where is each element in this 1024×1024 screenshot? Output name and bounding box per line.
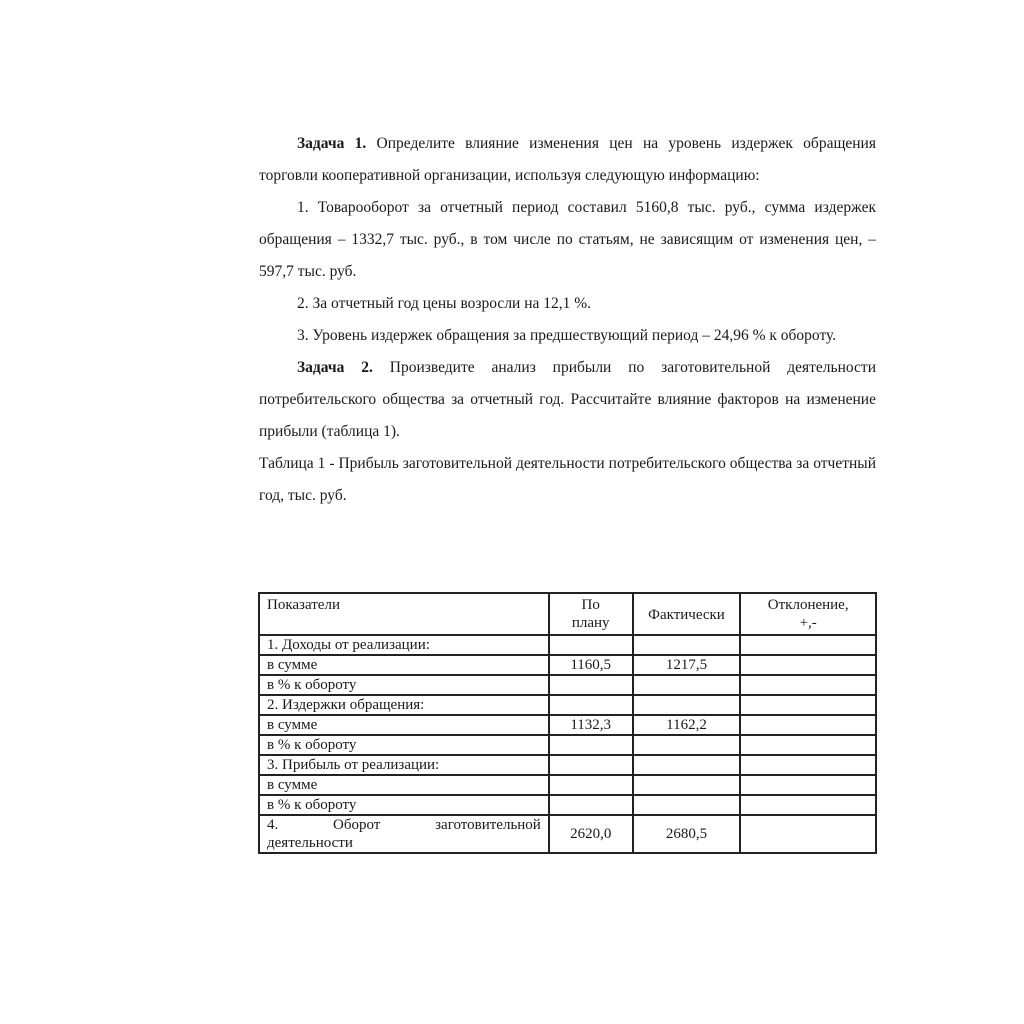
row-label: в % к обороту — [259, 795, 549, 815]
row-actual — [633, 735, 741, 755]
row-label: в % к обороту — [259, 675, 549, 695]
row-actual — [633, 795, 741, 815]
table-row — [259, 655, 876, 675]
table-row — [259, 675, 876, 695]
task2-paragraph — [259, 352, 876, 448]
row-plan: 1160,5 — [549, 655, 633, 675]
row-label-line1 — [267, 816, 541, 834]
task1-item-3: 3. Уровень издержек обращения за предшествующий период – 24,96 % к обороту. — [297, 327, 837, 344]
row-actual — [633, 635, 741, 655]
table-row — [259, 715, 876, 735]
header-actual: Фактически — [633, 593, 741, 635]
row-deviation — [740, 815, 876, 853]
row-deviation — [740, 695, 876, 715]
row-actual: 1217,5 — [633, 655, 741, 675]
row-deviation — [740, 775, 876, 795]
task1-intro: Определите влияние изменения цен на уровень издержек обращения торговли кооперативной организации, используя следующую информацию: — [259, 135, 876, 184]
table-row-turnover — [259, 815, 876, 853]
row-plan — [549, 635, 633, 655]
row-actual: 1162,2 — [633, 715, 741, 735]
header-plan — [549, 593, 633, 635]
task1-item-2: 2. За отчетный год цены возросли на 12,1 %. — [297, 295, 592, 312]
row-deviation — [740, 655, 876, 675]
table-row — [259, 735, 876, 755]
table-caption: Таблица 1 - Прибыль заготовительной деятельности потребительского общества за отчетный год, тыс. руб. — [259, 455, 876, 504]
header-deviation-line2: +,- — [799, 615, 817, 631]
task1-item-1: 1. Товарооборот за отчетный период составил 5160,8 тыс. руб., сумма издержек обращения – 1332,7 тыс. руб., в том числе по статьям, не зависящим от изменения цен, – 597,7 тыс. руб. — [259, 199, 876, 280]
table-row — [259, 695, 876, 715]
row-deviation — [740, 735, 876, 755]
task1-paragraph — [259, 128, 876, 192]
table-row — [259, 635, 876, 655]
row-label: в сумме — [259, 655, 549, 675]
row-plan: 2620,0 — [549, 815, 633, 853]
task1-title: Задача 1. — [297, 135, 367, 152]
row-label: в сумме — [259, 775, 549, 795]
row-deviation — [740, 795, 876, 815]
row-plan — [549, 695, 633, 715]
header-plan-line2: плану — [571, 615, 610, 631]
row-plan — [549, 735, 633, 755]
row-label: 2. Издержки обращения: — [259, 695, 549, 715]
row-label-line2: деятельности — [267, 835, 353, 851]
row-plan — [549, 795, 633, 815]
row-actual — [633, 775, 741, 795]
profit-table — [258, 592, 877, 854]
table-row — [259, 755, 876, 775]
row-plan: 1132,3 — [549, 715, 633, 735]
row-label-word1: Оборот — [333, 817, 381, 833]
header-indicator: Показатели — [259, 593, 549, 635]
row-plan — [549, 675, 633, 695]
row-label: в % к обороту — [259, 735, 549, 755]
row-actual: 2680,5 — [633, 815, 741, 853]
row-label: 1. Доходы от реализации: — [259, 635, 549, 655]
row-plan — [549, 755, 633, 775]
document-page — [259, 128, 876, 512]
task2-title: Задача 2. — [297, 359, 373, 376]
row-label-number: 4. — [267, 817, 279, 833]
row-label: в сумме — [259, 715, 549, 735]
row-actual — [633, 755, 741, 775]
row-actual — [633, 675, 741, 695]
table-header-row — [259, 593, 876, 635]
table-row — [259, 775, 876, 795]
row-deviation — [740, 675, 876, 695]
row-deviation — [740, 715, 876, 735]
row-actual — [633, 695, 741, 715]
header-plan-line1: По — [581, 597, 600, 613]
row-label-word2: заготовительной — [435, 817, 541, 833]
row-label — [259, 815, 549, 853]
row-label: 3. Прибыль от реализации: — [259, 755, 549, 775]
row-deviation — [740, 755, 876, 775]
header-deviation — [740, 593, 876, 635]
table-row — [259, 795, 876, 815]
row-deviation — [740, 635, 876, 655]
row-plan — [549, 775, 633, 795]
task2-intro: Произведите анализ прибыли по заготовительной деятельности потребительского общества за отчетный год. Рассчитайте влияние факторов на изменение прибыли (таблица 1). — [259, 359, 876, 440]
header-deviation-line1: Отклонение, — [767, 597, 849, 613]
